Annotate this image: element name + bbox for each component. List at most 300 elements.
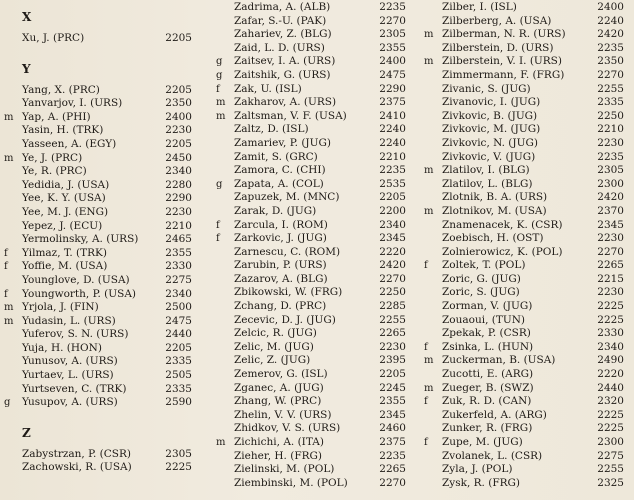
- player-row: [0, 315, 210, 329]
- player-rating: 2230: [165, 205, 192, 218]
- player-rating: 2205: [165, 341, 192, 354]
- player-rating: 2325: [597, 476, 624, 489]
- player-name: Yusupov, A. (URS): [22, 396, 118, 409]
- player-name: Ziembinski, M. (POL): [234, 476, 348, 489]
- player-rating: 2255: [597, 463, 624, 476]
- player-row: [212, 232, 422, 246]
- player-name: Zilberberg, A. (USA): [442, 14, 552, 27]
- player-rating: 2500: [165, 301, 192, 314]
- player-row: [420, 219, 634, 233]
- player-name: Zucotti, E. (ARG): [442, 368, 534, 381]
- player-row: [0, 328, 210, 342]
- player-name: Zelcic, R. (JUG): [234, 327, 317, 340]
- player-name: Zchang, D. (PRC): [234, 300, 327, 313]
- player-name: Zecevic, D. J. (JUG): [234, 313, 336, 326]
- player-row: [212, 314, 422, 328]
- player-name: Yepez, J. (ECU): [22, 219, 103, 232]
- player-name: Zivkovic, N. (JUG): [442, 136, 538, 149]
- player-rating: 2490: [597, 354, 624, 367]
- player-rating: 2420: [597, 28, 624, 41]
- player-row: [212, 1, 422, 15]
- player-row: [0, 247, 210, 261]
- player-row: [212, 409, 422, 423]
- player-name: Yasseen, A. (EGY): [22, 137, 117, 150]
- player-rating: 2535: [379, 177, 406, 190]
- section-spacer: [0, 46, 210, 60]
- player-name: Zamariev, P. (JUG): [234, 136, 331, 149]
- player-row: [212, 259, 422, 273]
- player-name: Zakharov, A. (URS): [234, 96, 337, 109]
- player-row: [420, 246, 634, 260]
- player-name: Younglove, D. (USA): [22, 273, 130, 286]
- player-rating: 2265: [379, 327, 406, 340]
- player-row: [212, 463, 422, 477]
- player-row: [0, 220, 210, 234]
- player-row: [0, 138, 210, 152]
- player-rating: 2205: [165, 137, 192, 150]
- player-rating: 2265: [597, 259, 624, 272]
- player-name: Yermolinsky, A. (URS): [22, 233, 139, 246]
- player-name: Zarcula, I. (ROM): [234, 218, 328, 231]
- title-symbol: f: [216, 83, 220, 95]
- player-row: [420, 110, 634, 124]
- player-row: [420, 409, 634, 423]
- player-row: [0, 97, 210, 111]
- title-symbol: g: [216, 56, 223, 68]
- player-row: [420, 436, 634, 450]
- player-row: [420, 395, 634, 409]
- player-name: Zemerov, G. (ISL): [234, 368, 328, 381]
- player-row: [212, 96, 422, 110]
- player-row: [212, 368, 422, 382]
- player-row: [212, 42, 422, 56]
- player-row: [212, 300, 422, 314]
- player-row: [212, 55, 422, 69]
- player-row: [212, 123, 422, 137]
- player-name: Yedidia, J. (USA): [22, 178, 110, 191]
- player-row: [212, 477, 422, 491]
- player-name: Zpekak, P. (CSR): [442, 327, 531, 340]
- player-row: [212, 191, 422, 205]
- player-row: [0, 192, 210, 206]
- player-name: Zoebisch, H. (OST): [442, 232, 544, 245]
- player-name: Yap, A. (PHI): [22, 110, 91, 123]
- player-rating: 2420: [379, 259, 406, 272]
- player-name: Zuk, R. D. (CAN): [442, 395, 532, 408]
- player-name: Zazarov, A. (BLG): [234, 272, 328, 285]
- player-rating: 2230: [165, 124, 192, 137]
- player-row: [420, 422, 634, 436]
- player-name: Zaitsev, I. A. (URS): [234, 55, 336, 68]
- player-rating: 2250: [379, 286, 406, 299]
- player-rating: 2270: [379, 272, 406, 285]
- player-row: [212, 354, 422, 368]
- player-rating: 2465: [165, 233, 192, 246]
- title-symbol: m: [424, 29, 434, 41]
- player-row: [420, 273, 634, 287]
- title-symbol: m: [4, 152, 14, 164]
- player-name: Zlotnik, B. A. (URS): [442, 191, 548, 204]
- title-symbol: f: [4, 261, 8, 273]
- player-name: Zunker, R. (FRG): [442, 422, 533, 435]
- player-row: [420, 368, 634, 382]
- player-rating: 2230: [597, 286, 624, 299]
- player-rating: 2330: [597, 327, 624, 340]
- player-row: [420, 15, 634, 29]
- player-name: Zupe, M. (JUG): [442, 436, 523, 448]
- player-name: Zapuzek, M. (MNC): [234, 191, 340, 204]
- player-row: [0, 233, 210, 247]
- player-rating: 2230: [597, 232, 624, 245]
- player-rating: 2225: [165, 461, 192, 474]
- player-row: [212, 137, 422, 151]
- player-row: [420, 69, 634, 83]
- player-row: [0, 124, 210, 138]
- title-symbol: g: [4, 397, 11, 409]
- title-symbol: m: [424, 205, 434, 217]
- player-name: Ye, J. (PRC): [22, 151, 83, 164]
- player-rating: 2235: [379, 164, 406, 177]
- player-rating: 2440: [165, 328, 192, 341]
- player-rating: 2270: [379, 14, 406, 27]
- player-row: [420, 83, 634, 97]
- player-rating: 2450: [165, 151, 192, 164]
- player-rating: 2270: [379, 476, 406, 489]
- player-name: Zlotnikov, M. (USA): [442, 204, 547, 217]
- player-row: [212, 219, 422, 233]
- player-rating: 2375: [379, 436, 406, 448]
- player-rating: 2280: [165, 178, 192, 191]
- player-row: [420, 232, 634, 246]
- player-row: [420, 178, 634, 192]
- player-row: [420, 137, 634, 151]
- player-rating: 2460: [379, 422, 406, 435]
- player-rating: 2340: [379, 218, 406, 231]
- player-name: Zukerfeld, A. (ARG): [442, 408, 547, 421]
- player-name: Zivanic, S. (JUG): [442, 82, 531, 95]
- player-row: [0, 206, 210, 220]
- player-name: Zuckerman, B. (USA): [442, 354, 556, 367]
- player-rating: 2230: [597, 136, 624, 149]
- player-row: [420, 191, 634, 205]
- section-spacer: [0, 410, 210, 424]
- player-row: [212, 450, 422, 464]
- title-symbol: m: [4, 302, 14, 314]
- title-symbol: f: [4, 288, 8, 300]
- player-row: [420, 96, 634, 110]
- player-rating: 2400: [597, 1, 624, 13]
- player-rating: 2355: [379, 41, 406, 54]
- player-name: Zarnescu, C. (ROM): [234, 245, 341, 258]
- player-rating: 2335: [165, 382, 192, 395]
- player-row: [420, 55, 634, 69]
- player-name: Zivanovic, I. (JUG): [442, 96, 541, 109]
- player-rating: 2240: [597, 14, 624, 27]
- player-row: [212, 341, 422, 355]
- title-symbol: m: [424, 165, 434, 177]
- player-name: Zyla, J. (POL): [442, 463, 513, 476]
- player-rating: 2305: [379, 28, 406, 41]
- player-name: Zapata, A. (COL): [234, 177, 324, 190]
- title-symbol: f: [424, 396, 428, 408]
- player-rating: 2340: [597, 340, 624, 353]
- player-name: Zadrima, A. (ALB): [234, 1, 331, 13]
- player-rating: 2205: [165, 32, 192, 44]
- player-rating: 2350: [597, 55, 624, 68]
- player-row: [0, 301, 210, 315]
- player-name: Yasin, H. (TRK): [22, 124, 104, 137]
- player-row: [0, 461, 210, 475]
- title-symbol: m: [424, 355, 434, 367]
- title-symbol: m: [4, 315, 14, 327]
- player-row: [212, 164, 422, 178]
- player-name: Zak, U. (ISL): [234, 82, 302, 95]
- player-name: Yanvarjov, I. (URS): [22, 97, 123, 110]
- player-row: [0, 165, 210, 179]
- player-rating: 2210: [597, 123, 624, 136]
- list-column-2: [212, 1, 422, 490]
- player-row: [0, 111, 210, 125]
- player-rating: 2320: [597, 395, 624, 408]
- player-rating: 2225: [597, 408, 624, 421]
- player-row: [212, 110, 422, 124]
- player-name: Yang, X. (PRC): [22, 83, 100, 96]
- player-row: [420, 205, 634, 219]
- title-symbol: m: [216, 110, 226, 122]
- player-rating: 2590: [165, 396, 192, 409]
- player-rating: 2505: [165, 369, 192, 382]
- player-name: Zelic, Z. (JUG): [234, 354, 311, 367]
- player-name: Zoltek, T. (POL): [442, 259, 526, 272]
- player-rating: 2270: [597, 68, 624, 81]
- player-rating: 2355: [165, 246, 192, 259]
- player-rating: 2200: [379, 204, 406, 217]
- player-name: Zhidkov, V. S. (URS): [234, 422, 341, 435]
- player-name: Zilberstein, D. (URS): [442, 41, 554, 54]
- player-name: Zarak, D. (JUG): [234, 204, 317, 217]
- player-rating: 2220: [379, 245, 406, 258]
- player-row: [420, 314, 634, 328]
- player-rating: 2235: [379, 1, 406, 13]
- player-rating: 2275: [165, 273, 192, 286]
- player-row: [212, 436, 422, 450]
- player-row: [420, 463, 634, 477]
- player-row: [420, 300, 634, 314]
- player-rating: 2225: [597, 422, 624, 435]
- player-row: [0, 260, 210, 274]
- player-rating: 2240: [379, 123, 406, 136]
- player-rating: 2230: [379, 340, 406, 353]
- player-rating: 2215: [597, 272, 624, 285]
- player-row: [420, 151, 634, 165]
- player-name: Zilber, I. (ISL): [442, 1, 517, 13]
- player-name: Yee, M. J. (ENG): [22, 205, 109, 218]
- player-rating: 2250: [597, 109, 624, 122]
- player-row: [212, 327, 422, 341]
- player-row: [212, 205, 422, 219]
- player-name: Zouaoui, (TUN): [442, 313, 525, 326]
- player-rating: 2350: [165, 97, 192, 110]
- player-row: [212, 178, 422, 192]
- player-row: [0, 152, 210, 166]
- player-name: Zelic, M. (JUG): [234, 340, 314, 353]
- list-column-1: [0, 8, 210, 475]
- player-row: [0, 84, 210, 98]
- player-row: [420, 42, 634, 56]
- player-rating: 2335: [165, 355, 192, 368]
- player-rating: 2240: [379, 136, 406, 149]
- player-rating: 2210: [165, 219, 192, 232]
- player-name: Yurtaev, L. (URS): [22, 369, 114, 382]
- player-row: [212, 286, 422, 300]
- player-row: [420, 341, 634, 355]
- player-name: Zilberman, N. R. (URS): [442, 28, 566, 41]
- player-row: [420, 354, 634, 368]
- player-name: Zorman, V. (JUG): [442, 300, 533, 313]
- player-name: Zivkovic, B. (JUG): [442, 109, 538, 122]
- player-name: Zabystrzan, P. (CSR): [22, 447, 132, 460]
- player-name: Zaltsman, V. F. (USA): [234, 109, 347, 122]
- player-name: Youngworth, P. (USA): [22, 287, 137, 300]
- title-symbol: f: [424, 341, 428, 353]
- player-rating: 2290: [379, 82, 406, 95]
- title-symbol: m: [216, 437, 226, 448]
- player-row: [420, 259, 634, 273]
- player-row: [212, 422, 422, 436]
- player-rating: 2225: [597, 300, 624, 313]
- player-name: Ye, R. (PRC): [22, 165, 87, 178]
- title-symbol: m: [424, 382, 434, 394]
- player-row: [420, 286, 634, 300]
- player-name: Zvolanek, L. (CSR): [442, 449, 543, 462]
- player-rating: 2400: [379, 55, 406, 68]
- player-name: Zahariev, Z. (BLG): [234, 28, 332, 41]
- player-rating: 2345: [379, 408, 406, 421]
- player-row: [0, 274, 210, 288]
- player-row: [0, 342, 210, 356]
- player-rating: 2265: [379, 463, 406, 476]
- player-name: Yudasin, L. (URS): [22, 314, 116, 327]
- player-name: Zilberstein, V. I. (URS): [442, 55, 562, 68]
- title-symbol: m: [4, 111, 14, 123]
- player-name: Zielinski, M. (POL): [234, 463, 335, 476]
- title-symbol: f: [216, 219, 220, 231]
- player-name: Zaltz, D. (ISL): [234, 123, 309, 136]
- player-rating: 2410: [379, 109, 406, 122]
- player-row: [212, 382, 422, 396]
- player-row: [420, 1, 634, 15]
- player-name: Zlatilov, I. (BLG): [442, 164, 530, 177]
- player-rating: 2305: [165, 447, 192, 460]
- player-rating: 2205: [379, 191, 406, 204]
- player-rating: 2440: [597, 381, 624, 394]
- player-rating: 2205: [379, 368, 406, 381]
- player-rating: 2400: [165, 110, 192, 123]
- player-name: Zoric, S. (JUG): [442, 286, 520, 299]
- player-name: Yuja, H. (HON): [22, 341, 102, 354]
- player-name: Yee, K. Y. (USA): [22, 192, 106, 205]
- player-row: [212, 151, 422, 165]
- player-row: [0, 369, 210, 383]
- player-rating: 2235: [597, 41, 624, 54]
- section-letter-heading: Z: [22, 425, 31, 440]
- player-name: Zimmermann, F. (FRG): [442, 68, 565, 81]
- player-name: Yilmaz, T. (TRK): [22, 246, 107, 259]
- title-symbol: f: [4, 247, 8, 259]
- player-name: Zichichi, A. (ITA): [234, 436, 324, 448]
- player-name: Zbikowski, W. (FRG): [234, 286, 343, 299]
- title-symbol: g: [216, 178, 223, 190]
- player-name: Zamit, S. (GRC): [234, 150, 318, 163]
- player-row: [0, 355, 210, 369]
- player-name: Zlatilov, L. (BLG): [442, 177, 533, 190]
- player-name: Zysk, R. (FRG): [442, 476, 521, 489]
- player-row: [212, 28, 422, 42]
- player-name: Zachowski, R. (USA): [22, 461, 132, 474]
- player-rating: 2220: [597, 368, 624, 381]
- player-name: Zhelin, V. V. (URS): [234, 408, 332, 421]
- title-symbol: f: [216, 233, 220, 245]
- player-row: [212, 15, 422, 29]
- player-rating: 2345: [379, 232, 406, 245]
- player-name: Zoric, G. (JUG): [442, 272, 521, 285]
- player-row: [420, 477, 634, 491]
- player-rating: 2475: [379, 68, 406, 81]
- player-rating: 2245: [379, 381, 406, 394]
- player-rating: 2205: [165, 83, 192, 96]
- player-rating: 2270: [597, 245, 624, 258]
- player-name: Yurtseven, C. (TRK): [22, 382, 127, 395]
- player-row: [0, 448, 210, 462]
- player-name: Zaitshik, G. (URS): [234, 68, 331, 81]
- player-rating: 2475: [165, 314, 192, 327]
- player-row: [0, 383, 210, 397]
- player-name: Yunusov, A. (URS): [22, 355, 118, 368]
- player-row: [420, 164, 634, 178]
- player-row: [0, 32, 210, 46]
- player-name: Xu, J. (PRC): [22, 32, 85, 44]
- player-rating: 2235: [597, 150, 624, 163]
- player-rating: 2300: [597, 177, 624, 190]
- player-rating: 2255: [597, 82, 624, 95]
- player-name: Yuferov, S. N. (URS): [22, 328, 129, 341]
- player-rating: 2395: [379, 354, 406, 367]
- player-rating: 2420: [597, 191, 624, 204]
- title-symbol: m: [216, 97, 226, 109]
- player-row: [420, 327, 634, 341]
- player-rating: 2375: [379, 96, 406, 109]
- player-rating: 2345: [597, 218, 624, 231]
- player-row: [420, 450, 634, 464]
- player-row: [212, 395, 422, 409]
- player-name: Zaid, L. D. (URS): [234, 41, 325, 54]
- section-letter-heading: X: [22, 10, 32, 24]
- player-name: Zarubin, P. (URS): [234, 259, 327, 272]
- player-row: [212, 246, 422, 260]
- player-rating: 2255: [379, 313, 406, 326]
- player-rating: 2340: [165, 165, 192, 178]
- player-row: [420, 123, 634, 137]
- title-symbol: f: [424, 260, 428, 272]
- player-name: Zamora, C. (CHI): [234, 164, 326, 177]
- player-rating: 2355: [379, 395, 406, 408]
- player-row: [0, 396, 210, 410]
- player-row: [420, 28, 634, 42]
- player-name: Yoffie, M. (USA): [22, 260, 108, 273]
- player-rating: 2330: [165, 260, 192, 273]
- player-name: Zarkovic, J. (JUG): [234, 232, 327, 245]
- player-rating: 2340: [165, 287, 192, 300]
